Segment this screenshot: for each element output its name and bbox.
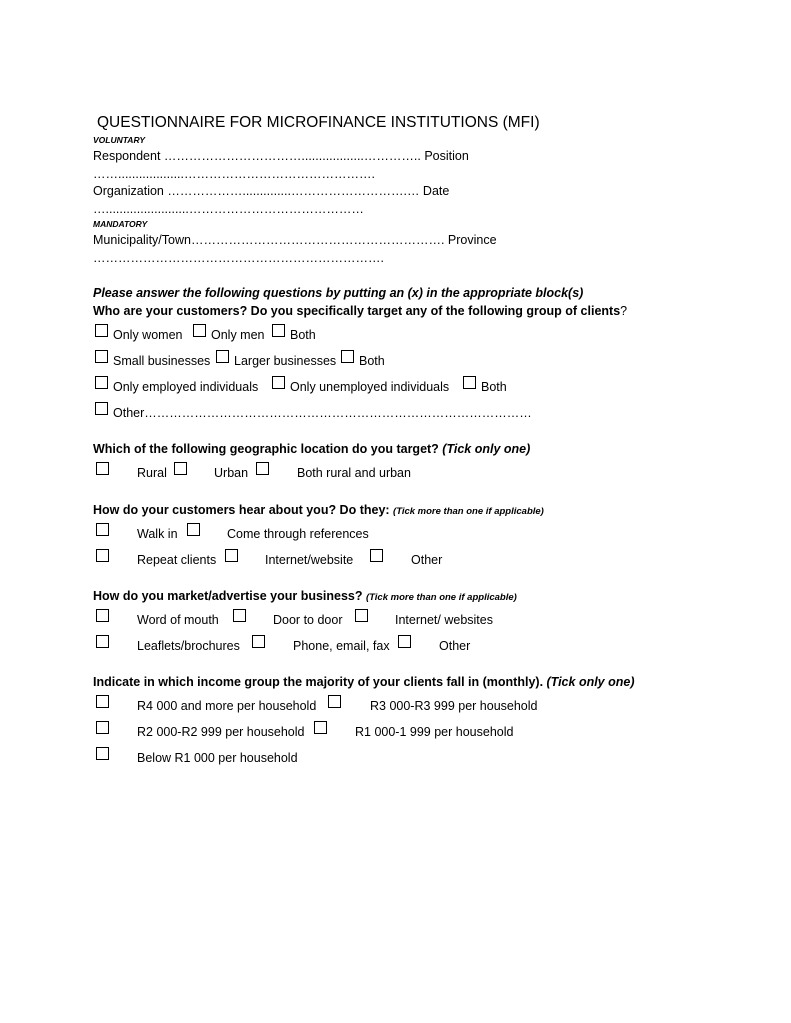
q4-word-of-mouth-label: Word of mouth xyxy=(137,613,219,627)
q1-both-employment-label: Both xyxy=(481,380,507,394)
page-title: QUESTIONNAIRE FOR MICROFINANCE INSTITUTIONS (MFI) xyxy=(97,114,540,131)
q2-urban-checkbox[interactable] xyxy=(174,462,187,475)
q5-r3000-label: R3 000-R3 999 per household xyxy=(370,699,538,713)
q4-leaflets-label: Leaflets/brochures xyxy=(137,639,240,653)
mandatory-label: MANDATORY xyxy=(93,219,148,229)
q3-walk-in-checkbox[interactable] xyxy=(96,523,109,536)
q1-employed-checkbox[interactable] xyxy=(95,376,108,389)
q1-larger-businesses-label: Larger businesses xyxy=(234,354,337,368)
q3-question: How do your customers hear about you? Do they: (Tick more than one if applicable) xyxy=(93,503,544,517)
q3-references-label: Come through references xyxy=(227,527,369,541)
q4-leaflets-checkbox[interactable] xyxy=(96,635,109,648)
q1-employed-label: Only employed individuals xyxy=(113,380,259,394)
q1-only-women-label: Only women xyxy=(113,328,183,342)
date-field[interactable]: …........................…………………………………… xyxy=(93,202,364,216)
q2-rural-checkbox[interactable] xyxy=(96,462,109,475)
q5-r4000-label: R4 000 and more per household xyxy=(137,699,317,713)
q2-rural-label: Rural xyxy=(137,466,167,480)
q1-larger-businesses-checkbox[interactable] xyxy=(216,350,229,363)
q4-phone-label: Phone, email, fax xyxy=(293,639,390,653)
instruction-text: Please answer the following questions by putting an (x) in the appropriate block(s) xyxy=(93,286,584,300)
q5-question: Indicate in which income group the majority of your clients fall in (monthly). (Tick only one) xyxy=(93,675,635,689)
voluntary-label: VOLUNTARY xyxy=(93,135,146,145)
q1-unemployed-checkbox[interactable] xyxy=(272,376,285,389)
q3-internet-label: Internet/website xyxy=(265,553,354,567)
q5-r1000-label: R1 000-1 999 per household xyxy=(355,725,514,739)
q5-below-r1000-checkbox[interactable] xyxy=(96,747,109,760)
q3-repeat-clients-label: Repeat clients xyxy=(137,553,217,567)
q4-internet-label: Internet/ websites xyxy=(395,613,493,627)
q4-other-label: Other xyxy=(439,639,471,653)
q1-both-size-checkbox[interactable] xyxy=(341,350,354,363)
q1-other-checkbox[interactable] xyxy=(95,402,108,415)
q2-urban-label: Urban xyxy=(214,466,249,480)
q3-walk-in-label: Walk in xyxy=(137,527,178,541)
q1-small-businesses-label: Small businesses xyxy=(113,354,211,368)
q1-small-businesses-checkbox[interactable] xyxy=(95,350,108,363)
q3-other-label: Other xyxy=(411,553,443,567)
q3-internet-checkbox[interactable] xyxy=(225,549,238,562)
q1-other-field[interactable]: Other………………………………………………………………………………… xyxy=(113,406,532,420)
q4-door-to-door-checkbox[interactable] xyxy=(233,609,246,622)
q1-only-men-checkbox[interactable] xyxy=(193,324,206,337)
q2-both-label: Both rural and urban xyxy=(297,466,411,480)
respondent-field[interactable]: Respondent ……………………………..................………….. Position xyxy=(93,149,469,163)
q1-only-men-label: Only men xyxy=(211,328,265,342)
q4-other-checkbox[interactable] xyxy=(398,635,411,648)
q5-below-r1000-label: Below R1 000 per household xyxy=(137,751,298,765)
q4-word-of-mouth-checkbox[interactable] xyxy=(96,609,109,622)
q4-internet-checkbox[interactable] xyxy=(355,609,368,622)
organization-field[interactable]: Organization ………………..............……………………….… Date xyxy=(93,184,450,198)
municipality-field[interactable]: Municipality/Town……………………………………………………. Province xyxy=(93,233,497,247)
q5-r1000-checkbox[interactable] xyxy=(314,721,327,734)
q5-r2000-label: R2 000-R2 999 per household xyxy=(137,725,305,739)
q3-other-checkbox[interactable] xyxy=(370,549,383,562)
q1-both-employment-checkbox[interactable] xyxy=(463,376,476,389)
q1-question: Who are your customers? Do you specifically target any of the following group of clients? xyxy=(93,304,628,318)
q1-unemployed-label: Only unemployed individuals xyxy=(290,380,450,394)
q3-references-checkbox[interactable] xyxy=(187,523,200,536)
q2-question: Which of the following geographic location do you target? (Tick only one) xyxy=(93,442,531,456)
q5-r3000-checkbox[interactable] xyxy=(328,695,341,708)
q5-r2000-checkbox[interactable] xyxy=(96,721,109,734)
q3-repeat-clients-checkbox[interactable] xyxy=(96,549,109,562)
province-field[interactable]: ……………………………………………………………. xyxy=(93,251,384,265)
q1-both-label: Both xyxy=(290,328,316,342)
q5-r4000-checkbox[interactable] xyxy=(96,695,109,708)
q2-both-checkbox[interactable] xyxy=(256,462,269,475)
q1-both-size-label: Both xyxy=(359,354,385,368)
q4-phone-checkbox[interactable] xyxy=(252,635,265,648)
q1-only-women-checkbox[interactable] xyxy=(95,324,108,337)
q1-both-checkbox[interactable] xyxy=(272,324,285,337)
q4-question: How do you market/advertise your business? (Tick more than one if applicable) xyxy=(93,589,517,603)
q4-door-to-door-label: Door to door xyxy=(273,613,343,627)
position-field[interactable]: ……...................………………………………………. xyxy=(93,167,375,181)
